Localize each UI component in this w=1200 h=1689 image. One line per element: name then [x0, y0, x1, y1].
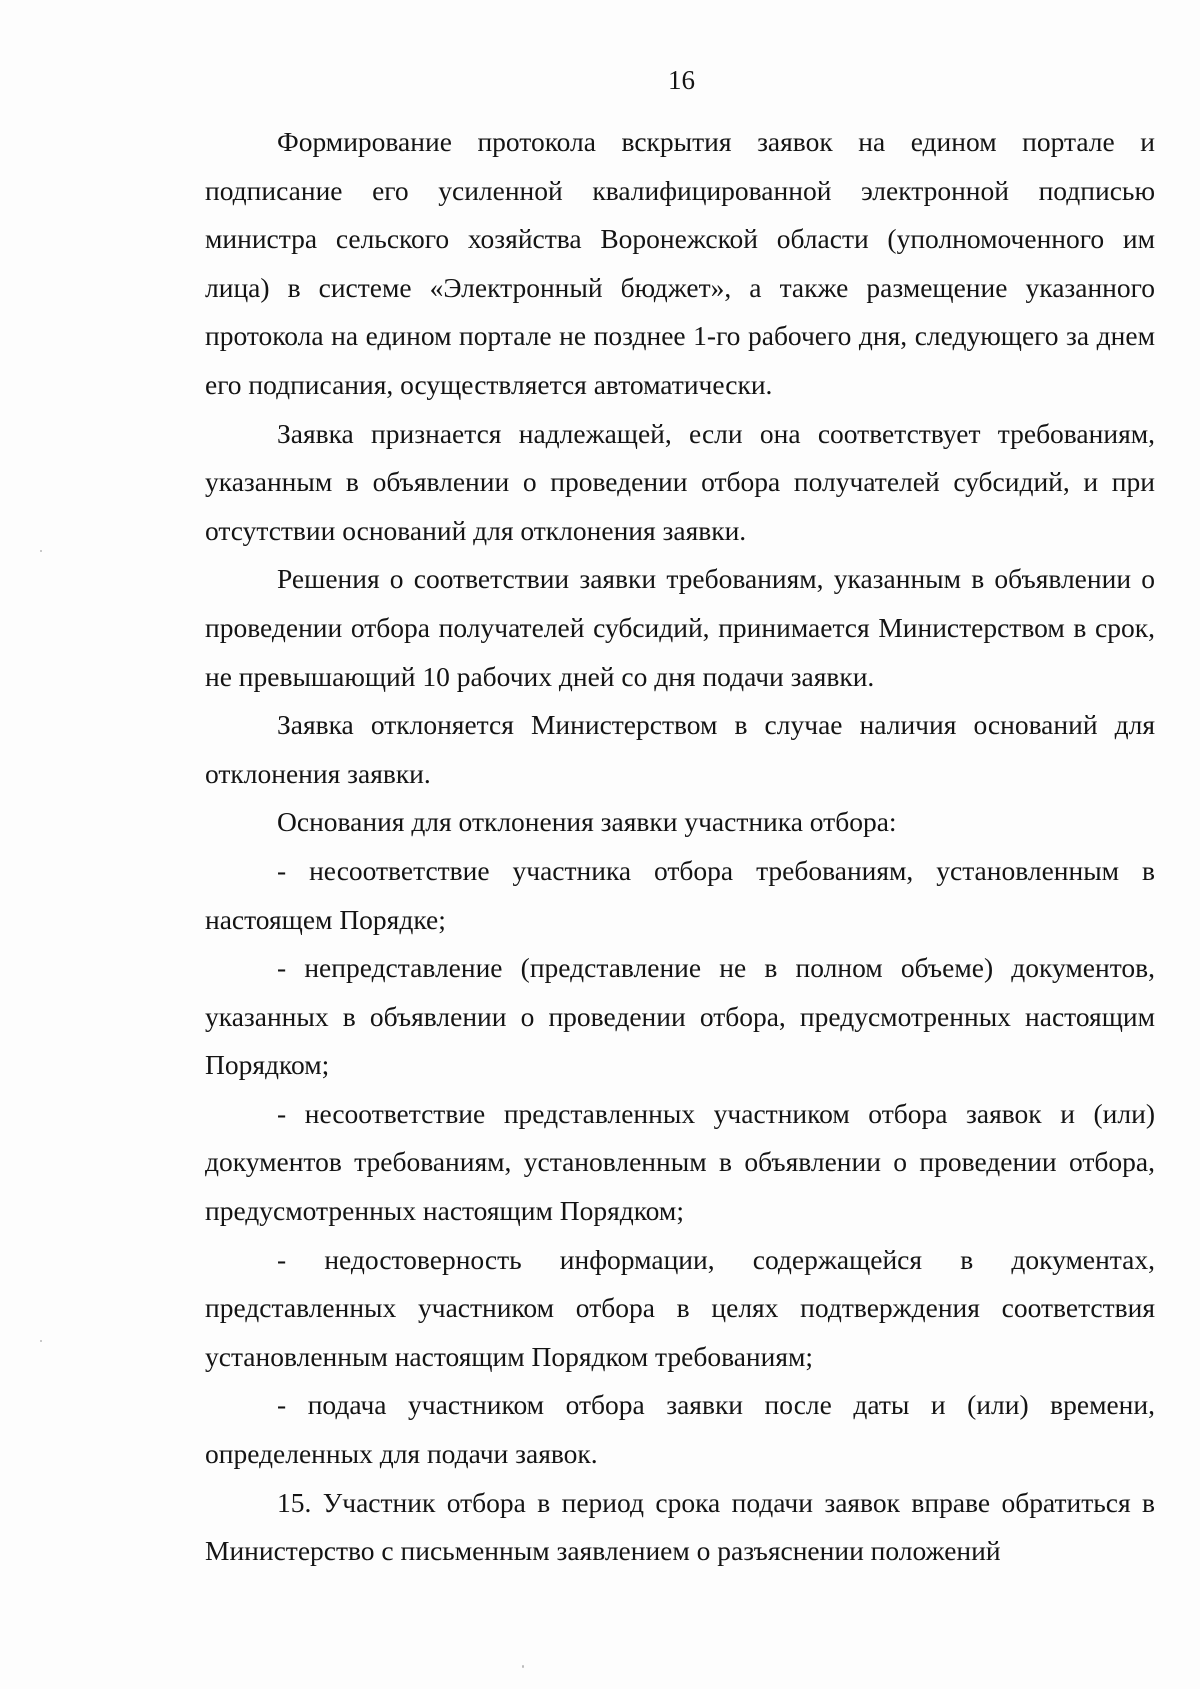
- list-item-ground-false-information: - недостоверность информации, содержащейся в документах, представленных участником отбора в целях подтверждения соответствия установленным настоящим Порядком требованиям;: [205, 1243, 1155, 1372]
- list-item-ground-late-submission: - подача участником отбора заявки после даты и (или) времени, определенных для подачи заявок.: [205, 1389, 1155, 1470]
- paragraph-rejection-grounds-heading: Основания для отклонения заявки участника отбора:: [277, 806, 897, 838]
- document-body: [205, 118, 1155, 1576]
- scan-speck: [40, 550, 42, 552]
- list-item-ground-noncompliance: - несоответствие участника отбора требованиям, установленным в настоящем Порядке;: [205, 854, 1155, 935]
- scan-speck: [40, 1340, 42, 1342]
- paragraph-protocol-formation: Формирование протокола вскрытия заявок на едином портале и подписание его усиленной квалифицированной электронной подписью министра сельского хозяйства Воронежской области (уполномоченного им лица) в системе «Электронный бюджет», а также размещение указанного протокола на едином портале не позднее 1-го рабочего дня, следующего за днем его подписания, осуществляется автоматически.: [205, 126, 1155, 400]
- scan-speck: [522, 1665, 524, 1668]
- page-number: 16: [668, 65, 695, 95]
- paragraph-clause-15: 15. Участник отбора в период срока подачи заявок вправе обратиться в Министерство с письменным заявлением о разъяснении положений: [205, 1486, 1155, 1567]
- paragraph-application-proper: Заявка признается надлежащей, если она соответствует требованиям, указанным в объявлении о проведении отбора получателей субсидий, и при отсутствии оснований для отклонения заявки.: [205, 417, 1155, 546]
- list-item-ground-documents-noncompliant: - несоответствие представленных участником отбора заявок и (или) документов требованиям, установленным в объявлении о проведении отбора, предусмотренных настоящим Порядком;: [205, 1097, 1155, 1227]
- paragraph-application-rejected: Заявка отклоняется Министерством в случае наличия оснований для отклонения заявки.: [205, 709, 1155, 789]
- paragraph-decision-compliance: Решения о соответствии заявки требованиям, указанным в объявлении о проведении отбора получателей субсидий, принимается Министерством в срок, не превышающий 10 рабочих дней со дня подачи заявки.: [205, 563, 1155, 692]
- list-item-ground-documents-missing: - непредставление (представление не в полном объеме) документов, указанных в объявлении о проведении отбора, предусмотренных настоящим Порядком;: [205, 952, 1155, 1081]
